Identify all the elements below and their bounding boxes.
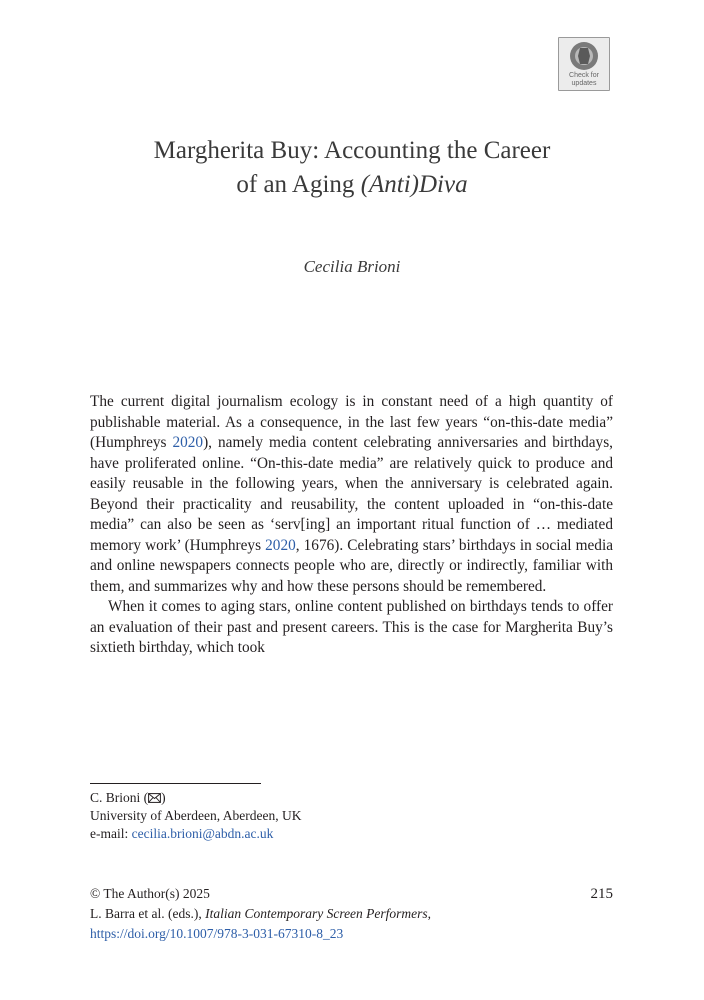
email-line: e-mail: cecilia.brioni@abdn.ac.uk (90, 826, 274, 841)
body-text (90, 392, 613, 659)
author-name: Cecilia Brioni (303, 257, 401, 276)
affiliation: University of Aberdeen, Aberdeen, UK (90, 808, 302, 823)
title-line-1: Margherita Buy: Accounting the Career (153, 137, 551, 164)
check-updates-icon (569, 41, 599, 71)
author-footnote (90, 789, 301, 843)
chapter-title (60, 134, 644, 202)
email-link[interactable]: cecilia.brioni@abdn.ac.uk (131, 826, 274, 841)
paragraph-1: The current digital journalism ecology is in constant need of a high quantity of publishable material. As a consequence, in the last few years “on-this-date media” (Humphreys 2020), namely media content celebrating anniversaries and birthdays, have proliferated online. “On-this-date media” are relatively quick to produce and easily reusable in the following years, when the anniversary is celebrated again. Beyond their practicality and reusability, the content uploaded in “on-this-date media” can also be seen as ‘serv[ing] an important ritual function of … mediated memory work’ (Humphreys 2020, 1676). Celebrating stars’ birthdays in social media and online newspapers connects people who are, directly or indirectly, familiar with them, and summarizes why and how these persons should be remembered. (90, 393, 613, 595)
book-title: Italian Contemporary Screen Performers (205, 906, 428, 921)
doi-link[interactable]: https://doi.org/10.1007/978-3-031-67310-8_23 (90, 926, 344, 941)
badge-label: Check for updates (569, 72, 599, 87)
paragraph-2: When it comes to aging stars, online content published on birthdays tends to offer an evaluation of their past and present careers. This is the case for Margherita Buy’s sixtieth birthday, which took (90, 598, 613, 656)
publication-info (90, 884, 613, 944)
citation-link-2[interactable]: 2020 (265, 536, 296, 554)
copyright: © The Author(s) 2025 (90, 886, 210, 901)
page-number: 215 (590, 886, 613, 902)
book-citation: L. Barra et al. (eds.), Italian Contemporary Screen Performers, (90, 906, 432, 921)
title-line-2: of an Aging (236, 171, 361, 198)
title-emphasis: (Anti)Diva (360, 171, 468, 198)
citation-link-1[interactable]: 2020 (172, 434, 204, 451)
footnote-divider (90, 783, 261, 784)
author-contact: C. Brioni ( ) (90, 790, 166, 805)
envelope-icon (148, 793, 161, 803)
check-for-updates-badge[interactable] (558, 37, 610, 91)
